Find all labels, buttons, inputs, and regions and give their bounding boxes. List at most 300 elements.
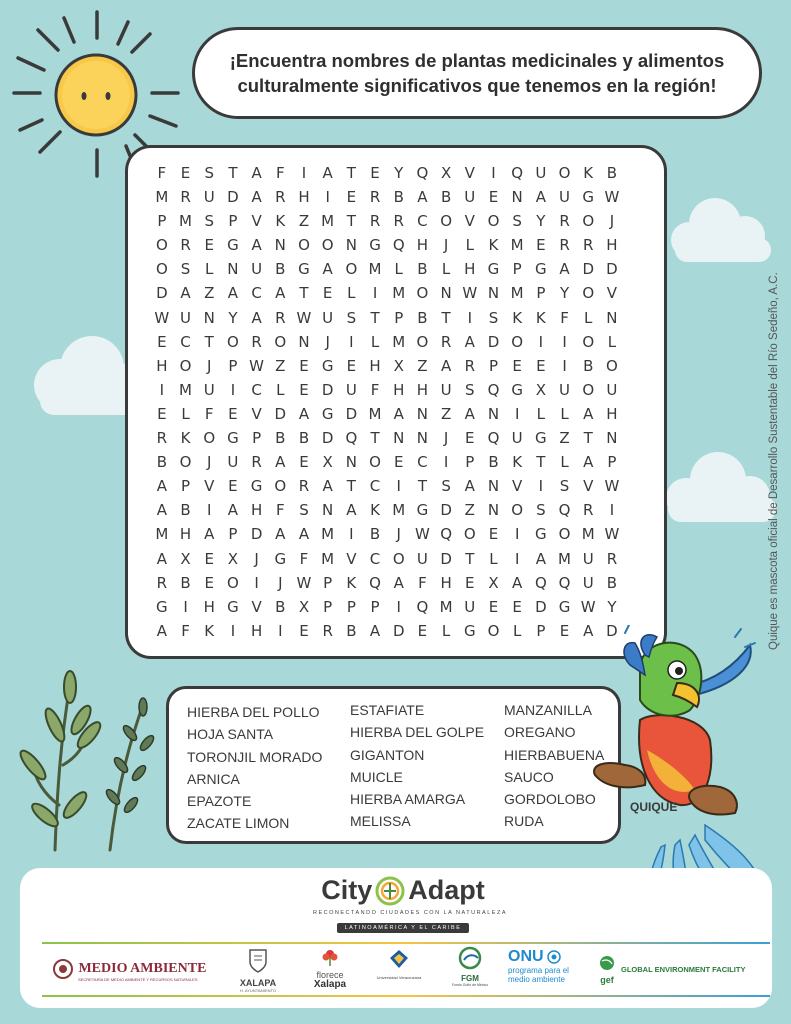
letter-cell[interactable]: A bbox=[559, 260, 570, 279]
letter-cell[interactable]: L bbox=[441, 621, 451, 640]
letter-cell[interactable]: Z bbox=[417, 356, 428, 375]
letter-cell[interactable]: Q bbox=[487, 380, 500, 399]
letter-cell[interactable]: T bbox=[370, 308, 380, 327]
letter-cell[interactable]: R bbox=[559, 212, 570, 231]
letter-cell[interactable]: L bbox=[394, 260, 403, 279]
letter-cell[interactable]: L bbox=[465, 236, 474, 255]
letter-cell[interactable]: L bbox=[560, 404, 569, 423]
letter-cell[interactable]: S bbox=[299, 501, 309, 520]
letter-cell[interactable]: G bbox=[250, 477, 263, 496]
letter-cell[interactable]: Q bbox=[511, 164, 524, 182]
letter-cell[interactable]: O bbox=[558, 525, 571, 544]
letter-cell[interactable]: A bbox=[227, 501, 239, 520]
letter-cell[interactable]: A bbox=[251, 188, 262, 207]
letter-cell[interactable]: R bbox=[180, 188, 191, 207]
letter-cell[interactable]: T bbox=[441, 308, 451, 327]
letter-cell[interactable]: L bbox=[489, 549, 498, 568]
letter-cell[interactable]: E bbox=[204, 573, 214, 592]
letter-cell[interactable]: I bbox=[467, 308, 472, 327]
letter-cell[interactable]: M bbox=[321, 212, 335, 231]
letter-cell[interactable]: V bbox=[251, 597, 262, 616]
letter-cell[interactable]: A bbox=[156, 477, 167, 496]
letter-cell[interactable]: U bbox=[203, 188, 215, 207]
letter-cell[interactable]: H bbox=[393, 380, 405, 399]
letter-cell[interactable]: U bbox=[606, 380, 618, 399]
letter-cell[interactable]: X bbox=[488, 573, 499, 592]
letter-cell[interactable]: H bbox=[250, 621, 263, 640]
letter-cell[interactable]: I bbox=[349, 525, 354, 544]
letter-cell[interactable]: G bbox=[274, 549, 287, 568]
letter-cell[interactable]: A bbox=[535, 549, 546, 568]
letter-cell[interactable]: J bbox=[443, 236, 449, 255]
letter-cell[interactable]: D bbox=[345, 404, 358, 423]
letter-cell[interactable]: Z bbox=[298, 212, 310, 231]
letter-cell[interactable]: U bbox=[582, 573, 594, 592]
letter-cell[interactable]: A bbox=[275, 525, 286, 544]
letter-cell[interactable]: A bbox=[156, 501, 167, 520]
letter-cell[interactable]: H bbox=[464, 260, 476, 279]
letter-cell[interactable]: X bbox=[393, 356, 404, 375]
letter-cell[interactable]: E bbox=[512, 356, 522, 375]
letter-cell[interactable]: A bbox=[156, 549, 167, 568]
letter-cell[interactable]: O bbox=[274, 477, 287, 496]
letter-cell[interactable]: A bbox=[322, 477, 333, 496]
letter-cell[interactable]: Z bbox=[275, 356, 286, 375]
letter-cell[interactable]: A bbox=[180, 284, 191, 303]
letter-cell[interactable]: O bbox=[582, 380, 595, 399]
letter-cell[interactable]: O bbox=[179, 356, 192, 375]
letter-cell[interactable]: O bbox=[440, 212, 452, 231]
letter-cell[interactable]: E bbox=[322, 284, 333, 303]
letter-cell[interactable]: E bbox=[488, 188, 499, 207]
letter-cell[interactable]: A bbox=[535, 188, 546, 207]
letter-cell[interactable]: F bbox=[299, 549, 309, 568]
letter-cell[interactable]: L bbox=[584, 308, 593, 327]
letter-cell[interactable]: G bbox=[227, 429, 239, 448]
letter-cell[interactable]: O bbox=[511, 332, 524, 351]
letter-cell[interactable]: R bbox=[464, 356, 475, 375]
letter-cell[interactable]: W bbox=[604, 477, 620, 496]
letter-cell[interactable]: R bbox=[583, 236, 594, 255]
letter-cell[interactable]: G bbox=[369, 236, 381, 255]
letter-cell[interactable]: J bbox=[278, 573, 283, 592]
letter-cell[interactable]: R bbox=[275, 308, 286, 327]
letter-cell[interactable]: D bbox=[274, 404, 287, 423]
letter-cell[interactable]: S bbox=[488, 308, 499, 327]
letter-cell[interactable]: E bbox=[417, 621, 428, 640]
letter-cell[interactable]: M bbox=[510, 284, 524, 303]
letter-cell[interactable]: E bbox=[465, 573, 475, 592]
letter-cell[interactable]: C bbox=[417, 453, 428, 472]
letter-cell[interactable]: P bbox=[228, 356, 238, 375]
letter-cell[interactable]: E bbox=[488, 597, 499, 616]
letter-cell[interactable]: H bbox=[416, 380, 429, 399]
letter-cell[interactable]: B bbox=[488, 453, 499, 472]
letter-cell[interactable]: G bbox=[582, 188, 595, 207]
letter-cell[interactable]: R bbox=[440, 332, 452, 351]
letter-cell[interactable]: G bbox=[558, 597, 571, 616]
letter-cell[interactable]: M bbox=[368, 260, 382, 279]
letter-cell[interactable]: H bbox=[416, 236, 429, 255]
letter-cell[interactable]: F bbox=[181, 621, 190, 640]
letter-cell[interactable]: O bbox=[321, 236, 334, 255]
letter-cell[interactable]: T bbox=[465, 549, 475, 568]
letter-cell[interactable]: R bbox=[156, 573, 168, 592]
letter-cell[interactable]: A bbox=[464, 332, 475, 351]
letter-cell[interactable]: H bbox=[156, 356, 168, 375]
letter-cell[interactable]: Q bbox=[487, 429, 500, 448]
letter-cell[interactable]: F bbox=[204, 404, 214, 423]
letter-cell[interactable]: S bbox=[180, 260, 191, 279]
letter-cell[interactable]: J bbox=[207, 356, 212, 375]
letter-cell[interactable]: K bbox=[180, 429, 191, 448]
letter-cell[interactable]: V bbox=[464, 212, 475, 231]
letter-cell[interactable]: M bbox=[179, 212, 192, 231]
letter-cell[interactable]: R bbox=[275, 188, 286, 207]
letter-cell[interactable]: S bbox=[512, 212, 522, 231]
letter-cell[interactable]: M bbox=[558, 549, 571, 568]
letter-cell[interactable]: P bbox=[512, 260, 522, 279]
letter-cell[interactable]: U bbox=[251, 260, 263, 279]
letter-cell[interactable]: A bbox=[322, 260, 333, 279]
letter-cell[interactable]: R bbox=[559, 236, 570, 255]
letter-cell[interactable]: T bbox=[370, 429, 380, 448]
letter-cell[interactable]: Z bbox=[204, 284, 215, 303]
letter-cell[interactable]: X bbox=[440, 164, 452, 182]
letter-cell[interactable]: I bbox=[514, 525, 520, 544]
letter-cell[interactable]: P bbox=[536, 621, 546, 640]
letter-cell[interactable]: E bbox=[180, 164, 191, 182]
letter-cell[interactable]: N bbox=[440, 284, 452, 303]
letter-cell[interactable]: X bbox=[227, 549, 239, 568]
letter-cell[interactable]: A bbox=[583, 404, 594, 423]
letter-cell[interactable]: S bbox=[204, 212, 214, 231]
letter-cell[interactable]: N bbox=[511, 188, 523, 207]
letter-cell[interactable]: T bbox=[583, 429, 593, 448]
letter-cell[interactable]: G bbox=[463, 621, 476, 640]
letter-cell[interactable]: L bbox=[441, 260, 451, 279]
letter-cell[interactable]: B bbox=[583, 356, 594, 375]
letter-cell[interactable]: W bbox=[580, 597, 596, 616]
letter-cell[interactable]: Q bbox=[416, 164, 429, 182]
letter-cell[interactable]: E bbox=[536, 236, 546, 255]
letter-cell[interactable]: U bbox=[322, 308, 334, 327]
letter-cell[interactable]: C bbox=[180, 332, 191, 351]
letter-cell[interactable]: H bbox=[369, 356, 381, 375]
letter-cell[interactable]: A bbox=[583, 453, 594, 472]
letter-cell[interactable]: I bbox=[325, 188, 330, 207]
letter-cell[interactable]: V bbox=[606, 284, 618, 303]
letter-cell[interactable]: R bbox=[583, 501, 594, 520]
letter-cell[interactable]: P bbox=[394, 308, 404, 327]
letter-cell[interactable]: P bbox=[228, 212, 238, 231]
letter-cell[interactable]: O bbox=[463, 525, 476, 544]
letter-cell[interactable]: E bbox=[346, 356, 357, 375]
letter-cell[interactable]: V bbox=[464, 164, 475, 182]
letter-cell[interactable]: E bbox=[512, 597, 522, 616]
letter-cell[interactable]: W bbox=[462, 284, 478, 303]
letter-cell[interactable]: O bbox=[298, 236, 310, 255]
letter-cell[interactable]: A bbox=[227, 284, 239, 303]
letter-cell[interactable]: Q bbox=[392, 236, 405, 255]
letter-cell[interactable]: A bbox=[251, 308, 262, 327]
letter-cell[interactable]: K bbox=[275, 212, 286, 231]
letter-cell[interactable]: A bbox=[275, 453, 286, 472]
letter-cell[interactable]: N bbox=[345, 236, 357, 255]
letter-cell[interactable]: G bbox=[156, 597, 168, 616]
letter-cell[interactable]: D bbox=[392, 621, 405, 640]
letter-cell[interactable]: D bbox=[582, 260, 594, 279]
letter-cell[interactable]: S bbox=[204, 164, 214, 182]
letter-cell[interactable]: R bbox=[369, 188, 381, 207]
letter-cell[interactable]: G bbox=[298, 260, 310, 279]
letter-cell[interactable]: F bbox=[370, 380, 380, 399]
letter-cell[interactable]: M bbox=[510, 236, 524, 255]
letter-cell[interactable]: L bbox=[347, 284, 356, 303]
letter-cell[interactable]: P bbox=[157, 212, 167, 231]
letter-cell[interactable]: J bbox=[609, 212, 615, 231]
letter-cell[interactable]: U bbox=[345, 380, 357, 399]
letter-cell[interactable]: K bbox=[512, 453, 523, 472]
letter-cell[interactable]: E bbox=[157, 404, 167, 423]
letter-cell[interactable]: B bbox=[393, 188, 404, 207]
letter-cell[interactable]: F bbox=[157, 164, 167, 182]
letter-cell[interactable]: H bbox=[203, 597, 215, 616]
letter-cell[interactable]: T bbox=[536, 453, 546, 472]
letter-cell[interactable]: P bbox=[465, 453, 475, 472]
letter-cell[interactable]: V bbox=[512, 477, 523, 496]
letter-cell[interactable]: B bbox=[417, 260, 428, 279]
letter-cell[interactable]: A bbox=[417, 188, 428, 207]
letter-cell[interactable]: L bbox=[536, 404, 546, 423]
letter-cell[interactable]: R bbox=[322, 621, 333, 640]
letter-cell[interactable]: N bbox=[487, 477, 500, 496]
letter-cell[interactable]: H bbox=[606, 404, 618, 423]
letter-cell[interactable]: I bbox=[207, 501, 212, 520]
letter-cell[interactable]: I bbox=[349, 332, 354, 351]
letter-cell[interactable]: D bbox=[227, 188, 239, 207]
letter-cell[interactable]: J bbox=[207, 453, 212, 472]
letter-cell[interactable]: A bbox=[298, 525, 310, 544]
letter-cell[interactable]: S bbox=[346, 308, 357, 327]
letter-cell[interactable]: V bbox=[251, 212, 262, 231]
letter-cell[interactable]: Q bbox=[440, 525, 452, 544]
letter-cell[interactable]: J bbox=[443, 429, 449, 448]
letter-cell[interactable]: D bbox=[606, 260, 618, 279]
letter-cell[interactable]: O bbox=[274, 332, 287, 351]
letter-cell[interactable]: D bbox=[606, 621, 618, 640]
letter-cell[interactable]: K bbox=[535, 308, 546, 327]
letter-cell[interactable]: O bbox=[179, 453, 192, 472]
letter-cell[interactable]: Z bbox=[464, 501, 475, 520]
letter-cell[interactable]: I bbox=[230, 621, 236, 640]
letter-cell[interactable]: B bbox=[346, 621, 357, 640]
letter-cell[interactable]: L bbox=[512, 621, 522, 640]
letter-cell[interactable]: V bbox=[251, 404, 262, 423]
letter-cell[interactable]: O bbox=[558, 164, 571, 182]
letter-cell[interactable]: K bbox=[512, 308, 523, 327]
letter-cell[interactable]: R bbox=[180, 236, 191, 255]
letter-cell[interactable]: M bbox=[368, 404, 382, 423]
letter-cell[interactable]: P bbox=[370, 597, 380, 616]
letter-cell[interactable]: O bbox=[227, 573, 239, 592]
letter-cell[interactable]: T bbox=[299, 284, 309, 303]
letter-cell[interactable]: N bbox=[487, 404, 500, 423]
letter-cell[interactable]: U bbox=[464, 597, 476, 616]
letter-cell[interactable]: M bbox=[155, 525, 169, 544]
letter-cell[interactable]: N bbox=[606, 308, 618, 327]
letter-cell[interactable]: C bbox=[251, 380, 262, 399]
letter-cell[interactable]: Z bbox=[559, 429, 570, 448]
letter-cell[interactable]: E bbox=[559, 621, 570, 640]
letter-cell[interactable]: V bbox=[204, 477, 215, 496]
letter-cell[interactable]: O bbox=[582, 284, 595, 303]
letter-cell[interactable]: A bbox=[464, 477, 475, 496]
letter-cell[interactable]: T bbox=[346, 212, 356, 231]
letter-cell[interactable]: M bbox=[179, 380, 192, 399]
letter-cell[interactable]: T bbox=[346, 164, 356, 182]
letter-cell[interactable]: I bbox=[183, 597, 188, 616]
letter-cell[interactable]: H bbox=[179, 525, 192, 544]
letter-cell[interactable]: A bbox=[369, 621, 381, 640]
letter-cell[interactable]: O bbox=[369, 453, 381, 472]
letter-cell[interactable]: V bbox=[583, 477, 594, 496]
letter-cell[interactable]: U bbox=[416, 549, 428, 568]
letter-cell[interactable]: I bbox=[514, 404, 520, 423]
letter-cell[interactable]: Y bbox=[394, 164, 404, 182]
letter-cell[interactable]: I bbox=[538, 332, 544, 351]
letter-cell[interactable]: J bbox=[254, 549, 259, 568]
letter-cell[interactable]: I bbox=[254, 573, 259, 592]
letter-cell[interactable]: Q bbox=[558, 573, 571, 592]
letter-cell[interactable]: X bbox=[535, 380, 546, 399]
letter-cell[interactable]: F bbox=[275, 164, 285, 182]
letter-cell[interactable]: B bbox=[606, 164, 618, 182]
letter-cell[interactable]: A bbox=[512, 573, 523, 592]
letter-cell[interactable]: I bbox=[514, 549, 520, 568]
letter-cell[interactable]: K bbox=[583, 164, 594, 182]
letter-cell[interactable]: C bbox=[369, 549, 381, 568]
letter-cell[interactable]: H bbox=[606, 236, 618, 255]
letter-cell[interactable]: Q bbox=[369, 573, 381, 592]
letter-cell[interactable]: D bbox=[440, 501, 452, 520]
letter-cell[interactable]: E bbox=[299, 380, 309, 399]
letter-cell[interactable]: O bbox=[582, 212, 595, 231]
letter-cell[interactable]: I bbox=[562, 356, 567, 375]
letter-cell[interactable]: T bbox=[228, 164, 238, 182]
letter-cell[interactable]: A bbox=[583, 621, 594, 640]
letter-cell[interactable]: L bbox=[181, 404, 190, 423]
letter-cell[interactable]: Y bbox=[228, 308, 238, 327]
letter-cell[interactable]: E bbox=[346, 188, 357, 207]
letter-cell[interactable]: F bbox=[560, 308, 569, 327]
letter-cell[interactable]: C bbox=[417, 212, 428, 231]
letter-cell[interactable]: P bbox=[181, 477, 191, 496]
letter-cell[interactable]: K bbox=[488, 236, 499, 255]
letter-cell[interactable]: B bbox=[275, 597, 286, 616]
letter-cell[interactable]: R bbox=[298, 477, 310, 496]
letter-cell[interactable]: L bbox=[276, 380, 285, 399]
letter-cell[interactable]: W bbox=[604, 188, 620, 207]
letter-cell[interactable]: I bbox=[396, 597, 401, 616]
letter-cell[interactable]: N bbox=[606, 429, 618, 448]
letter-cell[interactable]: G bbox=[511, 380, 523, 399]
letter-cell[interactable]: U bbox=[180, 308, 192, 327]
letter-cell[interactable]: S bbox=[441, 477, 451, 496]
letter-cell[interactable]: W bbox=[296, 573, 312, 592]
letter-cell[interactable]: I bbox=[301, 164, 307, 182]
letter-cell[interactable]: N bbox=[416, 429, 429, 448]
letter-cell[interactable]: N bbox=[345, 453, 357, 472]
letter-cell[interactable]: P bbox=[323, 573, 333, 592]
letter-cell[interactable]: O bbox=[487, 621, 500, 640]
letter-cell[interactable]: E bbox=[204, 549, 214, 568]
letter-cell[interactable]: I bbox=[230, 380, 236, 399]
letter-cell[interactable]: A bbox=[393, 404, 404, 423]
letter-cell[interactable]: G bbox=[227, 236, 239, 255]
letter-cell[interactable]: M bbox=[321, 549, 335, 568]
letter-cell[interactable]: G bbox=[535, 525, 547, 544]
letter-cell[interactable]: U bbox=[227, 453, 239, 472]
letter-cell[interactable]: A bbox=[275, 284, 286, 303]
letter-cell[interactable]: O bbox=[345, 260, 358, 279]
letter-cell[interactable]: A bbox=[298, 404, 310, 423]
letter-cell[interactable]: A bbox=[204, 525, 215, 544]
letter-cell[interactable]: P bbox=[252, 429, 262, 448]
letter-cell[interactable]: D bbox=[250, 525, 263, 544]
letter-cell[interactable]: E bbox=[536, 356, 546, 375]
letter-cell[interactable]: I bbox=[159, 380, 165, 399]
letter-cell[interactable]: P bbox=[323, 597, 333, 616]
letter-cell[interactable]: M bbox=[392, 284, 406, 303]
letter-cell[interactable]: I bbox=[609, 501, 615, 520]
letter-cell[interactable]: P bbox=[536, 284, 546, 303]
letter-cell[interactable]: E bbox=[465, 429, 475, 448]
letter-cell[interactable]: N bbox=[298, 332, 310, 351]
letter-cell[interactable]: U bbox=[203, 380, 215, 399]
letter-cell[interactable]: Q bbox=[558, 501, 571, 520]
letter-cell[interactable]: L bbox=[205, 260, 214, 279]
letter-cell[interactable]: N bbox=[274, 236, 286, 255]
letter-cell[interactable]: U bbox=[440, 380, 452, 399]
letter-cell[interactable]: N bbox=[322, 501, 334, 520]
letter-cell[interactable]: P bbox=[607, 453, 617, 472]
letter-cell[interactable]: Y bbox=[607, 597, 617, 616]
letter-cell[interactable]: M bbox=[321, 525, 335, 544]
letter-cell[interactable]: J bbox=[325, 332, 330, 351]
letter-cell[interactable]: E bbox=[488, 525, 499, 544]
letter-cell[interactable]: G bbox=[535, 429, 547, 448]
letter-cell[interactable]: G bbox=[487, 260, 500, 279]
letter-cell[interactable]: O bbox=[416, 284, 429, 303]
letter-cell[interactable]: E bbox=[370, 164, 380, 182]
letter-cell[interactable]: B bbox=[440, 188, 452, 207]
letter-cell[interactable]: W bbox=[296, 308, 312, 327]
letter-cell[interactable]: M bbox=[439, 597, 453, 616]
letter-cell[interactable]: A bbox=[346, 501, 357, 520]
letter-cell[interactable]: T bbox=[204, 332, 214, 351]
letter-cell[interactable]: E bbox=[204, 236, 214, 255]
letter-cell[interactable]: T bbox=[417, 477, 427, 496]
letter-cell[interactable]: I bbox=[491, 164, 496, 182]
letter-cell[interactable]: R bbox=[369, 212, 381, 231]
letter-cell[interactable]: G bbox=[535, 260, 547, 279]
letter-cell[interactable]: E bbox=[228, 404, 238, 423]
letter-cell[interactable]: C bbox=[251, 284, 262, 303]
letter-cell[interactable]: B bbox=[606, 573, 618, 592]
letter-cell[interactable]: O bbox=[511, 501, 524, 520]
letter-cell[interactable]: G bbox=[227, 597, 239, 616]
